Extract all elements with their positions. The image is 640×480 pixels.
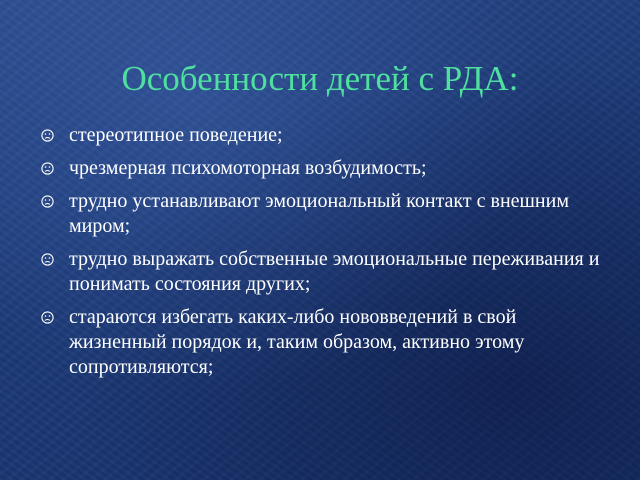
list-item	[40, 123, 600, 148]
bullet-text: трудно выражать собственные эмоциональные переживания и понимать состояния других;	[69, 248, 600, 295]
sad-face-icon	[41, 129, 54, 142]
sad-face-icon	[41, 253, 54, 266]
sad-face-icon	[41, 162, 54, 175]
list-item	[40, 156, 600, 181]
list-item	[40, 189, 600, 239]
bullet-text: трудно устанавливают эмоциональный контакт с внешним миром;	[69, 190, 569, 237]
list-item	[40, 305, 600, 380]
sad-face-icon	[41, 311, 54, 324]
bullet-text: стереотипное поведение;	[69, 124, 283, 146]
bullet-list	[40, 123, 600, 388]
bullet-text: чрезмерная психомоторная возбудимость;	[69, 157, 427, 179]
sad-face-icon	[41, 195, 54, 208]
list-item	[40, 247, 600, 297]
bullet-text: стараются избегать каких-либо нововведений в свой жизненный порядок и, таким образом, активно этому сопротивляются;	[69, 306, 525, 378]
slide-title: Особенности детей с РДА:	[121, 59, 519, 99]
